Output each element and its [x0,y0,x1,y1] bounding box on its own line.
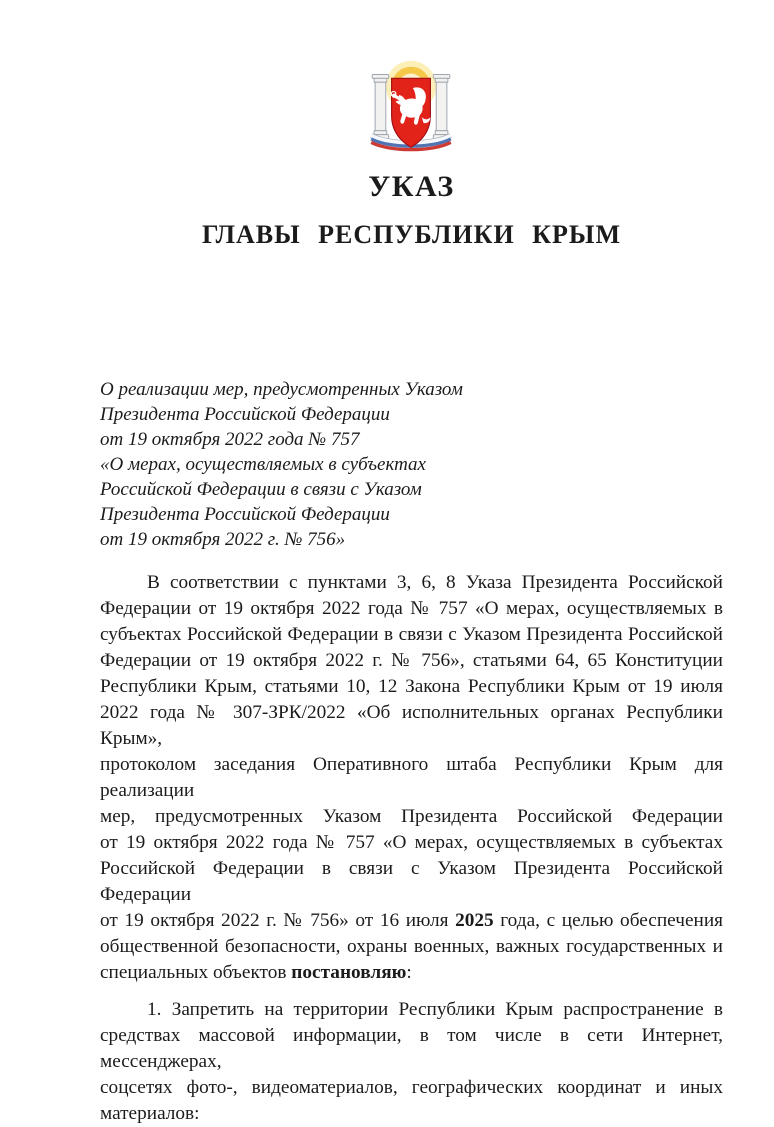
crimea-coat-of-arms-icon [368,57,454,154]
document-text-line: Федерации от 19 октября 2022 г. № 756», статьями 64, 65 Конституции [100,650,723,671]
document-text-line: Президента Российской Федерации [100,404,390,425]
document-text-line: мер, предусмотренных Указом Президента Российской Федерации [100,806,723,827]
document-text-line: от 19 октября 2022 г. № 756» от 16 июля 2025 года, с целью обеспечения [100,910,724,931]
document-text-line: В соответствии с пунктами 3, 6, 8 Указа Президента Российской [147,572,723,593]
document-text-line: от 19 октября 2022 г. № 756» [100,529,346,550]
document-text-line: специальных объектов постановляю: [100,962,412,983]
document-text-line: Российской Федерации в связи с Указом Президента Российской Федерации [100,858,723,905]
document-text-line: Президента Российской Федерации [100,504,390,525]
document-text-line: Федерации от 19 октября 2022 года № 757 «О мерах, осуществляемых в [100,598,723,619]
document-text-line: материалов: [100,1103,200,1124]
document-text-line: от 19 октября 2022 года № 757 «О мерах, осуществляемых в субъектах [100,832,723,853]
document-text-line: протоколом заседания Оперативного штаба Республики Крым для реализации [100,754,723,801]
document-text-line: субъектах Российской Федерации в связи с Указом Президента Российской [100,624,723,645]
document-text-line: соцсетях фото-, видеоматериалов, географических координат и иных [100,1077,723,1098]
document-text-line: 1. Запретить на территории Республики Крым распространение в [147,999,723,1020]
document-text-line: от 19 октября 2022 года № 757 [100,429,360,450]
document-title: УКАЗ [368,170,455,203]
document-text-line: Российской Федерации в связи с Указом [100,479,422,500]
document-text-line: О реализации мер, предусмотренных Указом [100,379,463,400]
document-text-line: Республики Крым, статьями 10, 12 Закона Республики Крым от 19 июля [100,676,723,697]
document-text-line: «О мерах, осуществляемых в субъектах [100,454,426,475]
decree-subject-block [100,377,620,552]
decree-body [100,570,723,1127]
document-text-line: средствах массовой информации, в том числе в сети Интернет, мессенджерах, [100,1025,723,1072]
decree-paragraph-item-1 [100,997,723,1127]
decree-paragraph-preamble [100,570,723,986]
document-text-line: общественной безопасности, охраны военных, важных государственных и [100,936,723,957]
document-text-line: 2022 года № 307-ЗРК/2022 «Об исполнительных органах Республики Крым», [100,702,723,749]
document-authority-title: ГЛАВЫ РЕСПУБЛИКИ КРЫМ [202,220,621,249]
